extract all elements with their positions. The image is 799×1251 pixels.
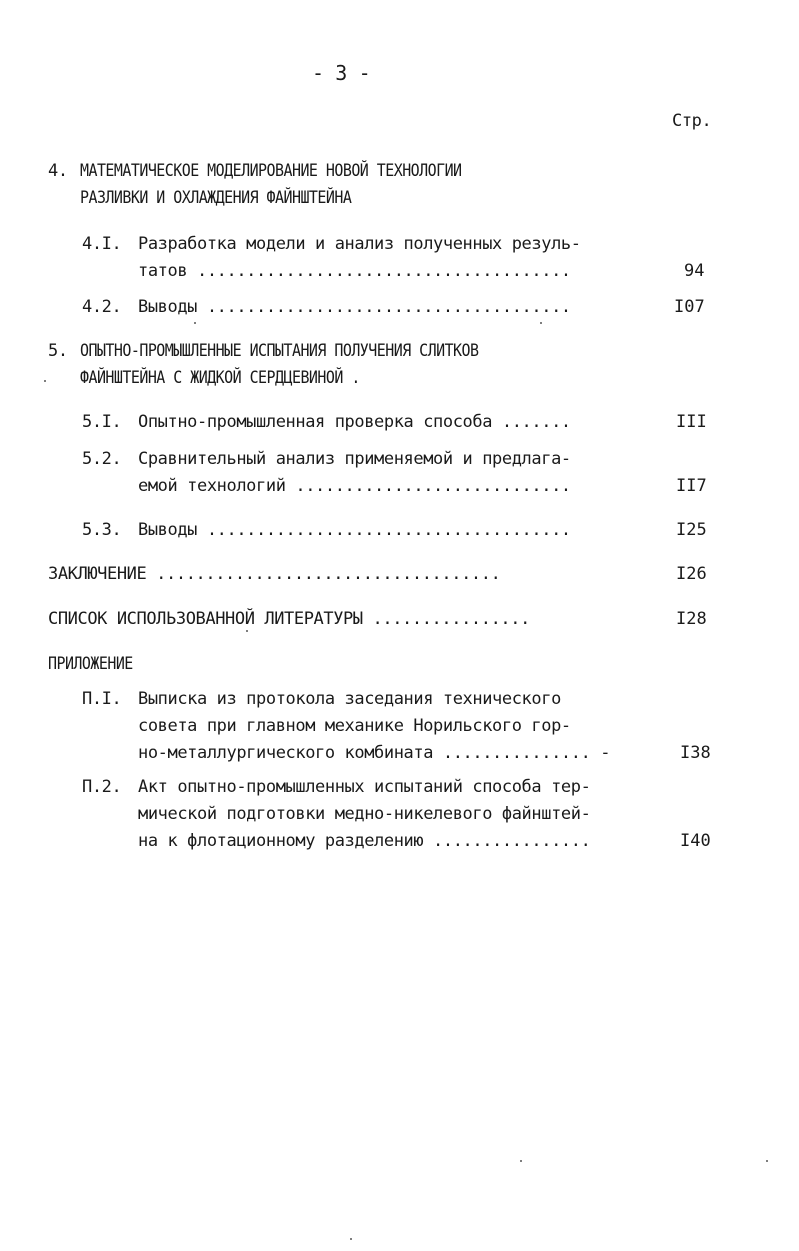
item-text: емой технологий ............................ xyxy=(138,476,571,496)
conclusion-entry: ЗАКЛЮЧЕНИЕ ................................... xyxy=(48,564,501,584)
item-text: Выводы ..................................... xyxy=(138,520,571,540)
page-ref: I25 xyxy=(676,520,707,540)
scan-speck xyxy=(540,322,542,324)
page-column-label: Стр. xyxy=(672,111,712,131)
page-ref: I26 xyxy=(676,564,707,584)
references-entry: СПИСОК ИСПОЛЬЗОВАННОЙ ЛИТЕРАТУРЫ ................ xyxy=(48,609,530,629)
item-text: но-металлургического комбината ............... - xyxy=(138,743,611,763)
page-ref: I28 xyxy=(676,609,707,629)
page-ref: III xyxy=(676,412,707,432)
item-number: 5.3. xyxy=(82,520,122,540)
appendix-heading: ПРИЛОЖЕНИЕ xyxy=(48,654,133,674)
section-number: 4. xyxy=(48,161,68,181)
item-number: 4.I. xyxy=(82,234,122,254)
item-text: Выписка из протокола заседания технического xyxy=(138,689,561,709)
section-title: ФАЙНШТЕЙНА С ЖИДКОЙ СЕРДЦЕВИНОЙ . xyxy=(80,368,360,388)
item-text: Акт опытно-промышленных испытаний способа тер- xyxy=(138,777,591,797)
page-ref: II7 xyxy=(676,476,707,496)
page-number: - 3 - xyxy=(312,61,371,85)
section-title: ОПЫТНО-ПРОМЫШЛЕННЫЕ ИСПЫТАНИЯ ПОЛУЧЕНИЯ СЛИТКОВ xyxy=(80,341,479,361)
section-number: 5. xyxy=(48,341,68,361)
item-number: 4.2. xyxy=(82,297,122,317)
scan-speck xyxy=(350,1238,352,1240)
item-text: Выводы ..................................... xyxy=(138,297,571,317)
section-title: РАЗЛИВКИ И ОХЛАЖДЕНИЯ ФАЙНШТЕЙНА xyxy=(80,188,352,208)
item-number: 5.2. xyxy=(82,449,122,469)
scan-speck xyxy=(520,1160,522,1162)
item-text: на к флотационному разделению ................ xyxy=(138,831,591,851)
item-number: П.2. xyxy=(82,777,122,797)
item-text: Опытно-промышленная проверка способа ....... xyxy=(138,412,571,432)
scan-speck xyxy=(194,322,196,324)
scan-speck xyxy=(246,630,248,632)
page-ref: I38 xyxy=(680,743,711,763)
page-ref: I40 xyxy=(680,831,711,851)
scan-speck xyxy=(766,1160,768,1162)
item-number: П.I. xyxy=(82,689,122,709)
item-number: 5.I. xyxy=(82,412,122,432)
item-text: Разработка модели и анализ полученных резуль- xyxy=(138,234,581,254)
page-ref: 94 xyxy=(684,261,705,281)
page-ref: I07 xyxy=(674,297,705,317)
item-text: Сравнительный анализ применяемой и предлага- xyxy=(138,449,571,469)
scan-speck xyxy=(44,380,46,382)
item-text: совета при главном механике Норильского гор- xyxy=(138,716,571,736)
item-text: мической подготовки медно-никелевого файнштей- xyxy=(138,804,591,824)
section-title: МАТЕМАТИЧЕСКОЕ МОДЕЛИРОВАНИЕ НОВОЙ ТЕХНОЛОГИИ xyxy=(80,161,462,181)
item-text: татов ...................................... xyxy=(138,261,571,281)
